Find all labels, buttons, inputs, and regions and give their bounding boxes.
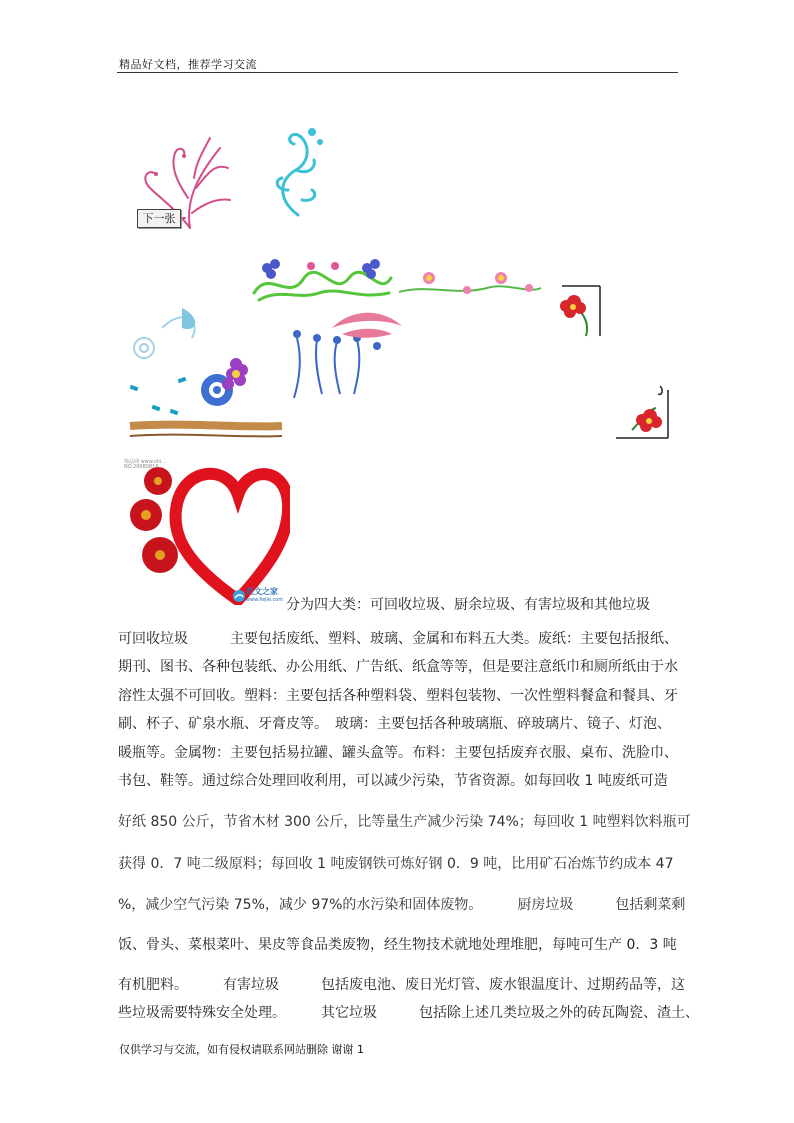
page-header: 精品好文档，推荐学习交流	[119, 58, 257, 71]
fanwen-logo-icon	[232, 589, 246, 603]
blue-floral-scene	[122, 298, 402, 443]
paragraph-line: 获得 0．7 吨二级原料；每回收 1 吨废钢铁可炼好钢 0．9 吨，比用矿石冶炼节约成本 47	[118, 856, 674, 872]
watermark-line-1: 饰品网 www.shi...	[124, 459, 166, 465]
paragraph-line: %，减少空气污染 75%，减少 97%的水污染和固体废物。 厨房垃圾 包括剩菜剩	[118, 897, 686, 913]
paragraph-line: 饭、骨头、菜根菜叶、果皮等食品类废物，经生物技术就地处理堆肥，每吨可生产 0．3 吨	[118, 937, 677, 953]
corner-rose-ornament	[552, 282, 604, 340]
heart-watermark	[124, 460, 166, 470]
paragraph-line: 书包、鞋等。通过综合处理回收利用，可以减少污染，节省资源。如每回收 1 吨废纸可造	[118, 773, 668, 789]
fanwen-logo-title: 范文之家	[246, 587, 278, 596]
paragraph-line: 可回收垃圾 主要包括废纸、塑料、玻璃、金属和布料五大类。废纸：主要包括报纸、	[118, 631, 678, 647]
paragraph-line: 好纸 850 公斤，节省木材 300 公斤，比等量生产减少污染 74%；每回收 1 吨塑料饮料瓶可	[118, 814, 691, 830]
next-image-button[interactable]: 下一张	[137, 209, 181, 228]
paragraph-line: 刷、杯子、矿泉水瓶、牙膏皮等。 玻璃：主要包括各种玻璃瓶、碎玻璃片、镜子、灯泡、	[118, 716, 671, 732]
paragraph-line: 些垃圾需要特殊安全处理。 其它垃圾 包括除上述几类垃圾之外的砖瓦陶瓷、渣土、	[118, 1005, 699, 1021]
paragraph-line: 分为四大类：可回收垃圾、厨余垃圾、有害垃圾和其他垃圾	[286, 597, 650, 613]
watermark-line-2: NO.20080818...	[124, 464, 164, 470]
paragraph-line: 期刊、图书、各种包装纸、办公用纸、广告纸、纸盒等等，但是要注意纸巾和厕所纸由于水	[118, 659, 678, 675]
header-rule	[117, 72, 678, 73]
paragraph-line: 溶性太强不可回收。塑料：主要包括各种塑料袋、塑料包装物、一次性塑料餐盒和餐具、牙	[118, 688, 678, 704]
paragraph-line: 有机肥料。 有害垃圾 包括废电池、废日光灯管、废水银温度计、过期药品等，这	[118, 977, 685, 993]
pink-flower-border	[397, 266, 543, 300]
heart-frame-image	[118, 455, 290, 605]
corner-rose-ornament-bottom	[612, 380, 672, 442]
fanwen-logo-url: www.fwjie.com	[246, 597, 284, 603]
page-footer: 仅供学习与交流，如有侵权请联系网站删除 谢谢 1	[119, 1043, 364, 1056]
paragraph-line: 暖瓶等。金属物：主要包括易拉罐、罐头盒等。布料：主要包括废弃衣服、桌布、洗脸巾、	[118, 745, 678, 761]
cyan-swirl-ornament	[268, 120, 328, 220]
